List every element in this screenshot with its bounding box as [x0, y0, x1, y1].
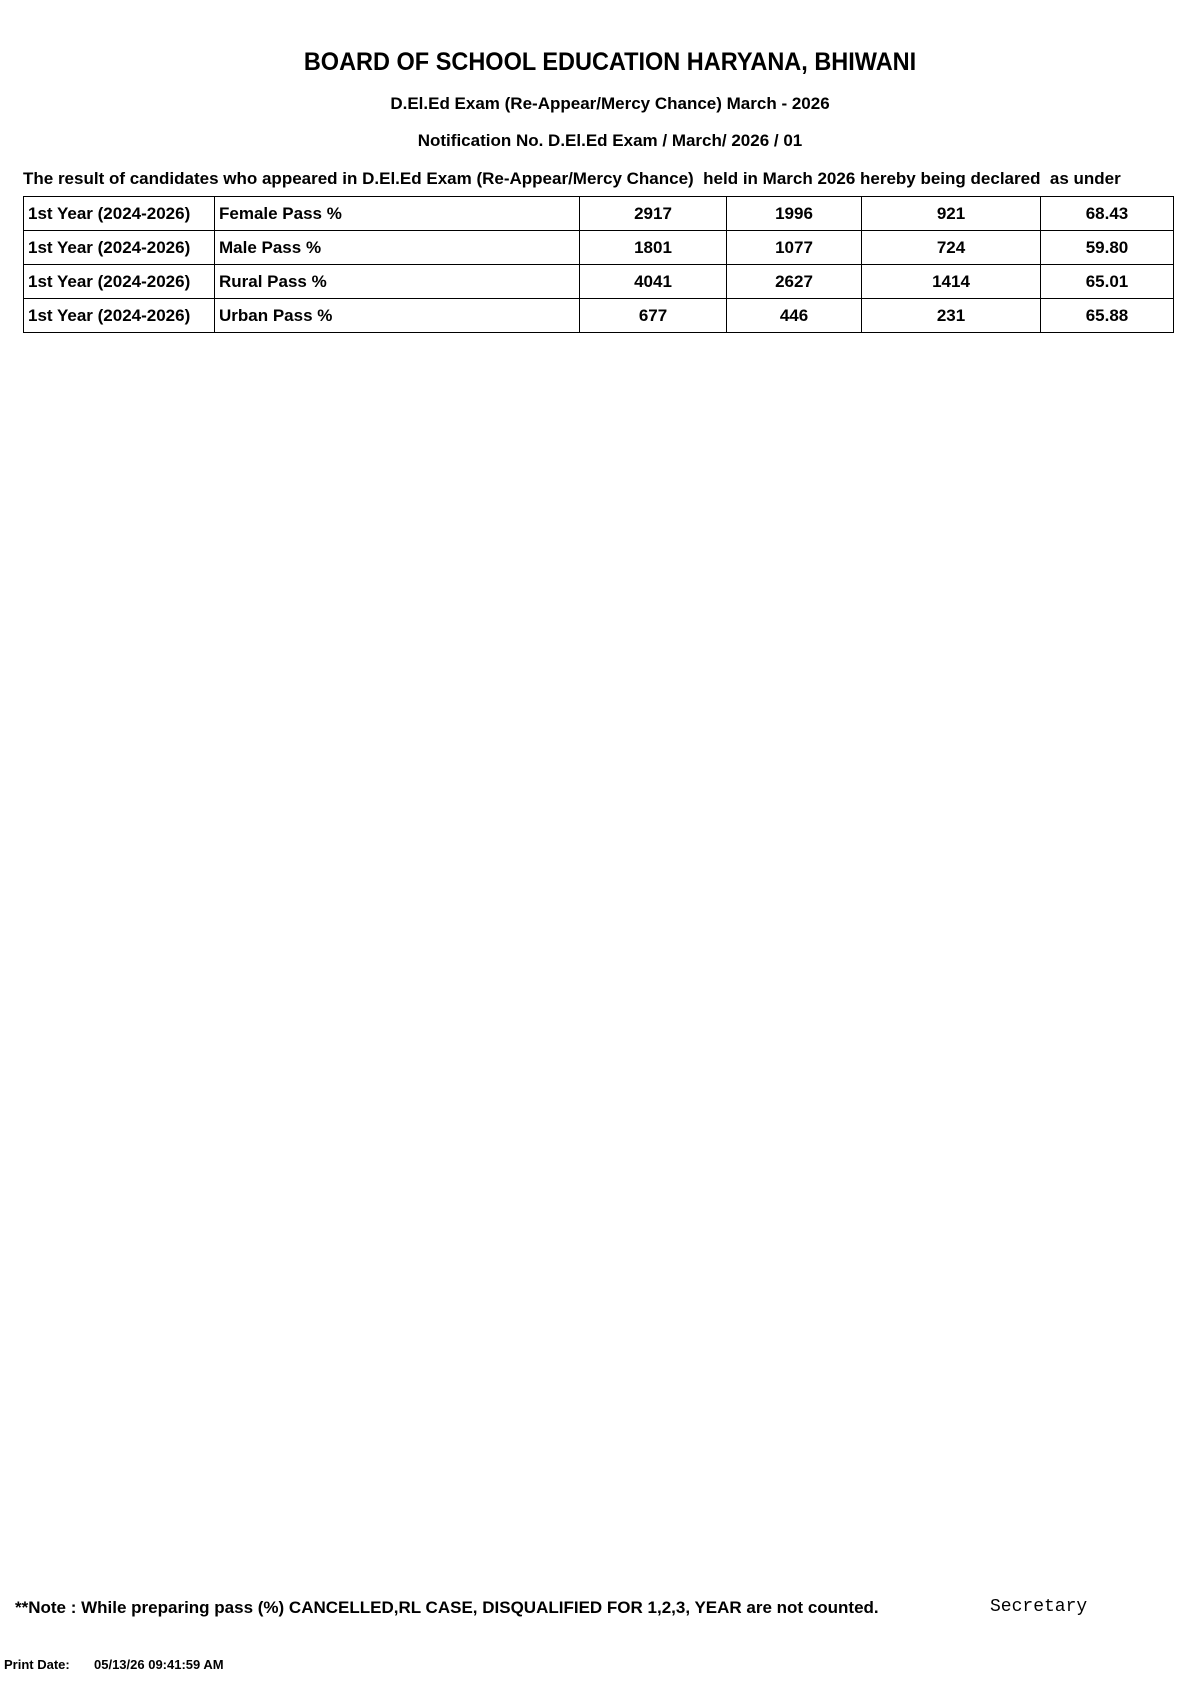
value-cell: 1077: [727, 231, 862, 265]
value-cell: 921: [862, 197, 1041, 231]
value-cell: 446: [727, 299, 862, 333]
table-row: [24, 299, 1174, 333]
secretary-signature: Secretary: [990, 1597, 1088, 1617]
value-cell: 4041: [580, 265, 727, 299]
year-cell: 1st Year (2024-2026): [24, 265, 215, 299]
pass-percent-cell: 68.43: [1041, 197, 1174, 231]
table-row: [24, 265, 1174, 299]
category-cell: Male Pass %: [215, 231, 580, 265]
year-cell: 1st Year (2024-2026): [24, 231, 215, 265]
value-cell: 1414: [862, 265, 1041, 299]
value-cell: 1996: [727, 197, 862, 231]
print-date-label: Print Date:: [4, 1657, 70, 1672]
year-cell: 1st Year (2024-2026): [24, 299, 215, 333]
value-cell: 1801: [580, 231, 727, 265]
table-row: [24, 197, 1174, 231]
category-cell: Rural Pass %: [215, 265, 580, 299]
pass-percent-cell: 65.01: [1041, 265, 1174, 299]
category-cell: Female Pass %: [215, 197, 580, 231]
intro-text: The result of candidates who appeared in D.El.Ed Exam (Re-Appear/Mercy Chance) held in March 2026 hereby being declared as under: [23, 169, 1121, 188]
value-cell: 231: [862, 299, 1041, 333]
value-cell: 677: [580, 299, 727, 333]
page-title: BOARD OF SCHOOL EDUCATION HARYANA, BHIWANI: [303, 48, 917, 76]
category-cell: Urban Pass %: [215, 299, 580, 333]
value-cell: 2917: [580, 197, 727, 231]
results-table: [23, 196, 1174, 333]
footer-note: **Note : While preparing pass (%) CANCELLED,RL CASE, DISQUALIFIED FOR 1,2,3, YEAR are not counted.: [15, 1598, 879, 1617]
table-row: [24, 231, 1174, 265]
notification-number: Notification No. D.El.Ed Exam / March/ 2026 / 01: [417, 131, 803, 150]
value-cell: 724: [862, 231, 1041, 265]
exam-subtitle: D.El.Ed Exam (Re-Appear/Mercy Chance) March - 2026: [390, 94, 830, 113]
pass-percent-cell: 65.88: [1041, 299, 1174, 333]
year-cell: 1st Year (2024-2026): [24, 197, 215, 231]
pass-percent-cell: 59.80: [1041, 231, 1174, 265]
value-cell: 2627: [727, 265, 862, 299]
print-date-value: 05/13/26 09:41:59 AM: [94, 1657, 224, 1672]
